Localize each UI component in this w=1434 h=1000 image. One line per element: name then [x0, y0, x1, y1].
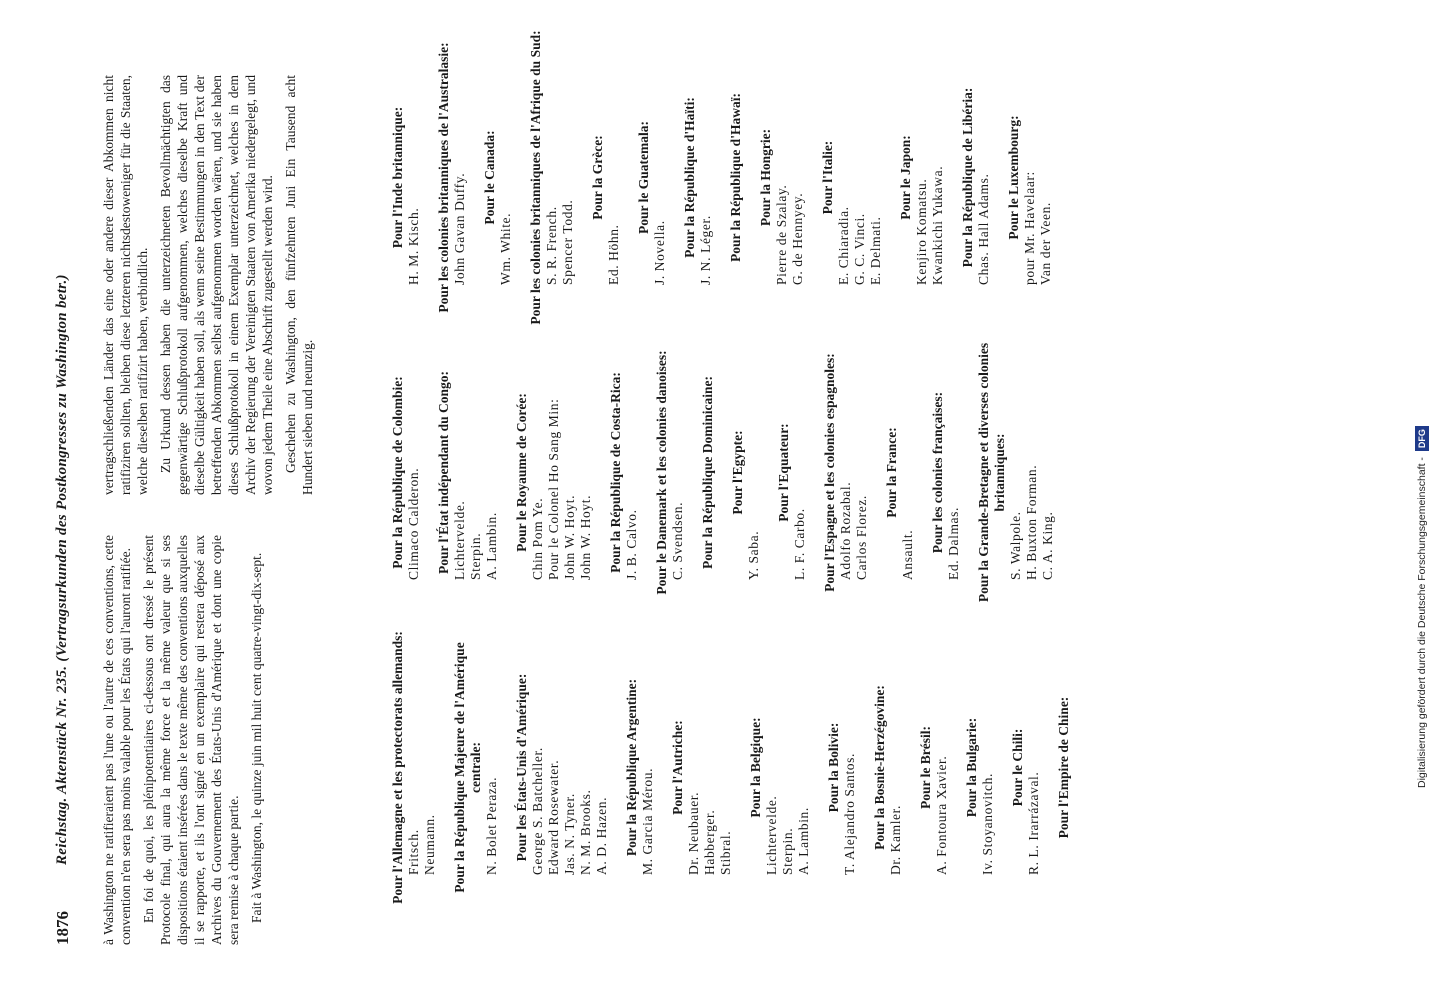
signature-group	[1006, 30, 1054, 325]
signatory-names	[842, 620, 858, 915]
signatory-name: Pierre de Szalay.	[774, 184, 789, 285]
signatory-name: E. Chiaradia.	[836, 206, 851, 285]
signature-group	[976, 325, 1056, 620]
signature-group	[436, 325, 500, 620]
signatory-name: Sterpin.	[780, 827, 795, 875]
country-heading: Pour le Danemark et les colonies danoises:	[654, 350, 669, 595]
signature-group	[730, 325, 762, 620]
signatory-name: Fritsch.	[406, 829, 421, 875]
signatory-names	[484, 620, 500, 915]
signatory-names	[1022, 30, 1054, 325]
signatory-name: Ed. Dalmas.	[946, 507, 961, 580]
signatory-names	[888, 620, 904, 915]
signatory-names	[452, 30, 468, 325]
signature-group	[748, 620, 812, 915]
signatory-names	[934, 620, 950, 915]
signatory-name: Edward Rosewater.	[546, 759, 561, 875]
country-heading: Pour la France:	[884, 427, 899, 518]
signatory-name: Lichtervelde.	[452, 500, 467, 580]
country-heading: Pour l'Equateur:	[776, 423, 791, 522]
signature-group	[872, 620, 904, 915]
signatory-name: Spencer Todd.	[560, 199, 575, 285]
signatory-name: C. A. King.	[1040, 511, 1055, 580]
signatory-name: Lichtervelde.	[764, 795, 779, 875]
signature-group	[918, 620, 950, 915]
signatory-names	[698, 30, 714, 325]
signature-group	[884, 325, 916, 620]
country-heading: Pour les colonies françaises:	[930, 391, 945, 554]
signature-group	[624, 620, 656, 915]
page-number: 1876	[53, 911, 72, 945]
signature-group	[452, 620, 500, 915]
country-heading: Pour l'Empire de Chine:	[1056, 696, 1071, 839]
signature-group	[758, 30, 806, 325]
signatory-name: Ansault.	[900, 529, 915, 580]
country-heading: Pour les États-Unis d'Amérique:	[514, 673, 529, 862]
signatory-name: J. Novella.	[652, 220, 667, 285]
signatory-names	[980, 620, 996, 915]
country-heading: Pour la République Dominicaine:	[700, 376, 715, 569]
signatory-name: Dr. Kamler.	[888, 805, 903, 875]
signatory-name: Kenjiro Komatsu.	[914, 178, 929, 285]
signatory-name: G. C. Vinci.	[852, 213, 867, 285]
signatory-name: N. M. Brooks.	[578, 789, 593, 875]
country-heading: Pour la République de Colombie:	[390, 376, 405, 569]
signatory-name: T. Alejandro Santos.	[842, 753, 857, 875]
signatory-name: S. Walpole.	[1008, 511, 1023, 580]
signatory-names	[652, 30, 668, 325]
country-heading: Pour le Brésil:	[918, 726, 933, 809]
signatory-name: N. Bolet Peraza.	[484, 776, 499, 875]
stamp-text: Digitalisierung gefördert durch die Deutsche Forschungsgemeinschaft -	[1416, 457, 1428, 788]
signature-group	[776, 325, 808, 620]
signatory-names	[774, 30, 806, 325]
signatory-names	[452, 325, 500, 620]
country-heading: Pour l'Egypte:	[730, 430, 745, 515]
german-paragraph-2: Zu Urkund dessen haben die unterzeichneten Bevollmächtigten das gegenwärtige Schlußprotokoll aufgenommen, welches dieselbe Kraft und dieselbe Gültigkeit haben soll, als wenn seine Bestimmungen in den Text der betreffenden Abkommen selbst aufgenommen worden wären, und sie haben dieses Schlußprotokoll in einem Exemplar unterzeichnet, welches in dem Archiv der Regierung der Vereinigten Staaten von Amerika niedergelegt, und wovon jedem Theile eine Abschrift zugestellt werden wird.	[158, 75, 275, 495]
signatures-section	[390, 30, 1390, 945]
signature-group	[514, 325, 594, 620]
signatory-names	[746, 325, 762, 620]
signatory-name: A. Fontoura Xavier.	[934, 755, 949, 875]
signatory-names	[606, 30, 622, 325]
country-heading: Pour la République Argentine:	[624, 678, 639, 857]
signature-group	[964, 620, 996, 915]
signatory-names	[530, 620, 610, 915]
french-text-column	[100, 535, 265, 945]
country-heading: Pour l'Italie:	[820, 140, 835, 215]
signatory-name: Y. Saba.	[746, 530, 761, 580]
signatory-name: A. D. Hazen.	[594, 796, 609, 875]
country-heading: Pour l'État indépendant du Congo:	[436, 370, 451, 575]
country-heading: Pour la République de Libéria:	[960, 87, 975, 268]
signatory-names	[792, 325, 808, 620]
signatory-name: Habberger.	[702, 809, 717, 875]
signature-group	[436, 30, 468, 325]
signatory-name: Carlos Florez.	[854, 495, 869, 580]
signatory-names	[670, 325, 686, 620]
signature-group	[960, 30, 992, 325]
signature-group	[390, 325, 422, 620]
country-heading: Pour l'Espagne et les colonies espagnoles:	[822, 353, 837, 592]
signature-column-3	[390, 30, 1068, 325]
country-heading: Pour le Guatemala:	[636, 121, 651, 234]
signatory-names	[900, 325, 916, 620]
country-heading: Pour la Belgique:	[748, 717, 763, 818]
country-heading: Pour la République de Costa-Rica:	[608, 372, 623, 573]
signatory-names	[1026, 620, 1042, 915]
signatory-name: Ed. Höhn.	[606, 224, 621, 285]
country-heading: Pour la Grèce:	[590, 135, 605, 220]
country-heading: Pour le Luxembourg:	[1006, 115, 1021, 240]
signature-group	[482, 30, 514, 325]
signatory-names	[640, 620, 656, 915]
signatory-name: Sterpin.	[468, 532, 483, 580]
country-heading: Pour la République d'Hawaï:	[728, 93, 743, 262]
page-header	[52, 45, 78, 945]
country-heading: Pour la Grande-Bretagne et diverses colonies britanniques:	[976, 342, 1007, 603]
signature-group	[820, 30, 884, 325]
signatory-names	[498, 30, 514, 325]
country-heading: Pour l'Autriche:	[670, 720, 685, 815]
country-heading: Pour le Japon:	[898, 135, 913, 220]
signatory-name: H. Buxton Forman.	[1024, 464, 1039, 580]
german-paragraph-1: vertragschließenden Länder das eine oder andere dieser Abkommen nicht ratifiziren sollten, bleiben diese letzteren nichtsdestoweniger für die Staaten, welche dieselben ratifizirt haben, verbindlich.	[101, 75, 150, 495]
signatory-names	[838, 325, 870, 620]
country-heading: Pour la Bulgarie:	[964, 717, 979, 818]
signatory-name: John Gavan Duffy.	[452, 172, 467, 285]
country-heading: Pour la Hongrie:	[758, 128, 773, 227]
signature-group	[528, 30, 576, 325]
signatory-name: J. B. Calvo.	[624, 509, 639, 580]
signature-group	[608, 325, 640, 620]
signatory-name: L. F. Carbo.	[792, 508, 807, 580]
signature-group	[728, 30, 744, 325]
signature-group	[822, 325, 870, 620]
signatory-names	[836, 30, 884, 325]
signatory-names	[406, 620, 438, 915]
country-heading: Pour l'Inde britannique:	[390, 106, 405, 249]
signatory-name: H. M. Kisch.	[406, 207, 421, 285]
country-heading: Pour les colonies britanniques de l'Australasie:	[436, 42, 451, 313]
signature-group	[826, 620, 858, 915]
signature-group	[590, 30, 622, 325]
country-heading: Pour la République d'Haïti:	[682, 97, 697, 258]
signatory-name: A. Lambin.	[796, 807, 811, 875]
signatory-name: S. R. French.	[544, 206, 559, 285]
signature-group	[1010, 620, 1042, 915]
country-heading: Pour le Chili:	[1010, 728, 1025, 807]
signatory-name: M. Garcia Mérou.	[640, 767, 655, 875]
signatory-name: Pour le Colonel Ho Sang Min:	[546, 398, 561, 580]
signatory-names	[406, 30, 422, 325]
signature-group	[514, 620, 610, 915]
signatory-name: John W. Hoyt.	[578, 494, 593, 580]
country-heading: Pour la Bosnie-Herzégovine:	[872, 685, 887, 850]
signatory-names	[946, 325, 962, 620]
signatory-name: Van der Veen.	[1038, 202, 1053, 285]
signatory-name: R. L. Irarrázaval.	[1026, 771, 1041, 875]
signatory-names	[544, 30, 576, 325]
signatory-name: Neumann.	[422, 814, 437, 875]
signatory-name: Jas. N. Tyner.	[562, 793, 577, 875]
signature-group	[390, 30, 422, 325]
signatory-name: A. Lambin.	[484, 512, 499, 580]
german-text-column	[100, 75, 316, 495]
signatory-name: Adolfo Rozabal.	[838, 481, 853, 580]
signature-group	[682, 30, 714, 325]
country-heading: Pour le Canada:	[482, 130, 497, 225]
signatory-names	[976, 30, 992, 325]
signature-group	[390, 620, 438, 915]
signatory-name: E. Delmati.	[868, 216, 883, 285]
running-head: Reichstag. Aktenstück Nr. 235. (Vertragsurkunden des Postkongresses zu Washington betr.)	[54, 274, 70, 865]
german-paragraph-3: Geschehen zu Washington, den fünfzehnten Juni Ein Tausend acht Hundert sieben und neunzig.	[283, 75, 315, 495]
signature-group	[636, 30, 668, 325]
signatory-name: Stibral.	[718, 830, 733, 875]
french-paragraph-1: à Washington ne ratifieraient pas l'une ou l'autre de ces conventions, cette convention n'en sera pas moins valable pour les États qui l'auront ratifiée.	[101, 535, 133, 945]
signature-group	[898, 30, 946, 325]
signatory-name: C. Svendsen.	[670, 501, 685, 580]
country-heading: Pour les colonies britanniques de l'Afrique du Sud:	[528, 30, 543, 325]
country-heading: Pour la République Majeure de l'Amérique centrale:	[452, 642, 483, 893]
french-paragraph-2: En foi de quoi, les plénipotentiaires ci-dessous ont dressé le présent Protocole final, qui aura la même force et la même valeur que si ses dispositions étaient insérées dans le texte même des conventions auxquelles il se rapporte, et ils l'ont signé en un exemplaire qui restera déposé aux Archives du Gouvernement des États-Unis d'Amérique et dont une copie sera remise à chaque partie.	[141, 535, 241, 945]
signatory-name: Iv. Stoyanovitch.	[980, 773, 995, 875]
signature-column-1	[390, 620, 1086, 915]
signatory-names	[914, 30, 946, 325]
signature-group	[670, 620, 734, 915]
signatory-names	[1008, 325, 1056, 620]
country-heading: Pour le Royaume de Corée:	[514, 393, 529, 552]
digitization-stamp	[1412, 8, 1432, 788]
signatory-name: J. N. Léger.	[698, 215, 713, 285]
signatory-name: George S. Batcheller.	[530, 747, 545, 875]
signature-group	[654, 325, 686, 620]
dfg-logo: DFG	[1415, 426, 1429, 451]
signatory-names	[406, 325, 422, 620]
signatory-name: Dr. Neubauer.	[686, 791, 701, 875]
signatory-name: John W. Hoyt.	[562, 494, 577, 580]
signature-column-2	[390, 325, 1070, 620]
signature-group	[700, 325, 716, 620]
signatory-names	[686, 620, 734, 915]
signature-group	[930, 325, 962, 620]
signatory-names	[624, 325, 640, 620]
french-paragraph-3: Fait à Washington, le quinze juin mil huit cent quatre-vingt-dix-sept.	[249, 552, 264, 923]
signatory-name: pour Mr. Havelaar:	[1022, 171, 1037, 285]
signatory-name: G. de Hennyey.	[790, 192, 805, 285]
signatory-name: Climaco Calderon.	[406, 467, 421, 580]
signatory-names	[530, 325, 594, 620]
country-heading: Pour l'Allemagne et les protectorats allemands:	[390, 631, 405, 904]
signatory-name: Chin Pom Ye.	[530, 497, 545, 580]
signatory-name: Kwankichi Yukawa.	[930, 165, 945, 285]
signatory-name: Chas. Hall Adams.	[976, 173, 991, 285]
country-heading: Pour la Bolivie:	[826, 722, 841, 813]
signatory-names	[764, 620, 812, 915]
signatory-name: Wm. White.	[498, 212, 513, 285]
signature-group	[1056, 620, 1072, 915]
